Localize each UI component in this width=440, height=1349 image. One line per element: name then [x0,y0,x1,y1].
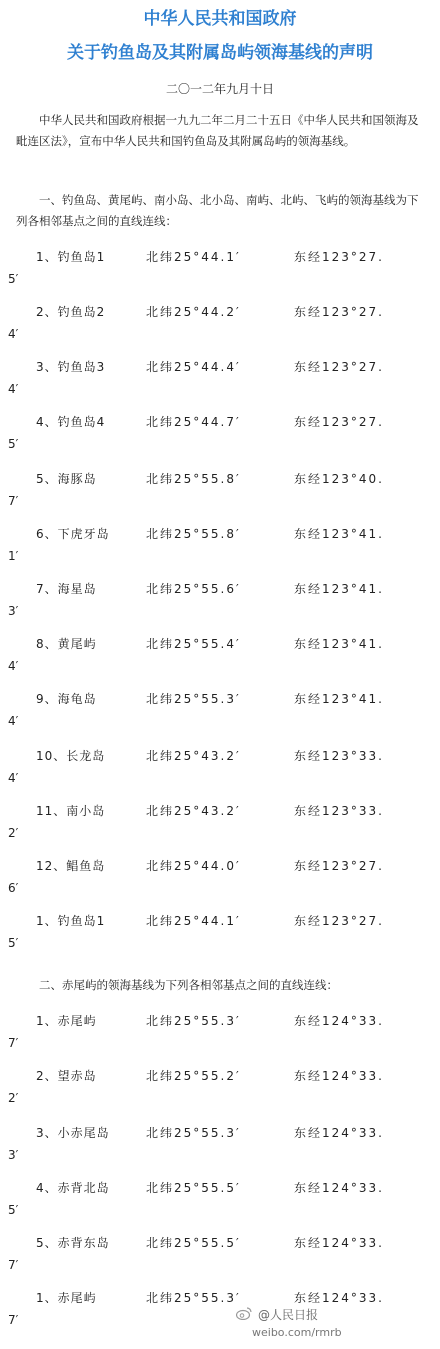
point-name: 1、钓鱼岛1 [36,914,106,928]
point-name: 1、赤尾屿 [36,1291,97,1305]
longitude: 东经124°33. [294,1126,384,1140]
basepoint-row [0,857,440,917]
latitude: 北纬25°55.3′ [146,1126,241,1140]
point-name: 5、赤背东岛 [36,1236,110,1250]
latitude: 北纬25°55.3′ [146,1291,241,1305]
longitude: 东经124°33. [294,1014,384,1028]
basepoint-row [0,635,440,695]
longitude: 东经124°33. [294,1069,384,1083]
basepoint-row [0,1289,440,1349]
longitude-continued: 5′ [8,1203,19,1217]
longitude-continued: 4′ [8,327,19,341]
latitude: 北纬25°55.8′ [146,472,241,486]
longitude: 东经123°27. [294,250,384,264]
latitude: 北纬25°55.6′ [146,582,241,596]
basepoint-row [0,912,440,972]
longitude: 东经124°33. [294,1291,384,1305]
basepoint-row [0,470,440,530]
latitude: 北纬25°55.5′ [146,1181,241,1195]
longitude: 东经123°41. [294,637,384,651]
point-name: 11、南小岛 [36,804,106,818]
longitude-continued: 4′ [8,714,19,728]
longitude: 东经123°33. [294,804,384,818]
longitude-continued: 7′ [8,1313,19,1327]
point-name: 9、海龟岛 [36,692,97,706]
title-line2: 关于钓鱼岛及其附属岛屿领海基线的声明 [67,43,373,63]
longitude: 东经123°27. [294,859,384,873]
latitude: 北纬25°55.2′ [146,1069,241,1083]
basepoint-row [0,580,440,640]
title-line1: 中华人民共和国政府 [143,9,297,29]
longitude-continued: 3′ [8,1148,19,1162]
latitude: 北纬25°55.5′ [146,1236,241,1250]
longitude-continued: 2′ [8,1091,19,1105]
point-name: 5、海豚岛 [36,472,97,486]
longitude: 东经123°27. [294,360,384,374]
longitude: 东经123°41. [294,582,384,596]
section1-heading: 一、钓鱼岛、黄尾屿、南小岛、北小岛、南屿、北屿、飞屿的领海基线为下列各相邻基点之间的直线连线： [16,193,419,228]
point-name: 3、钓鱼岛3 [36,360,106,374]
basepoint-row [0,358,440,418]
point-name: 6、下虎牙岛 [36,527,110,541]
latitude: 北纬25°44.2′ [146,305,241,319]
basepoint-row [0,303,440,363]
latitude: 北纬25°43.2′ [146,804,241,818]
longitude-continued: 1′ [8,549,19,563]
point-name: 3、小赤尾岛 [36,1126,110,1140]
longitude: 东经123°27. [294,415,384,429]
latitude: 北纬25°44.0′ [146,859,241,873]
latitude: 北纬25°55.3′ [146,1014,241,1028]
point-name: 1、钓鱼岛1 [36,250,106,264]
basepoint-row [0,802,440,862]
longitude-continued: 5′ [8,437,19,451]
longitude: 东经124°33. [294,1181,384,1195]
latitude: 北纬25°55.4′ [146,637,241,651]
point-name: 1、赤尾屿 [36,1014,97,1028]
point-name: 2、望赤岛 [36,1069,97,1083]
basepoint-row [0,690,440,750]
longitude-continued: 4′ [8,382,19,396]
point-name: 4、钓鱼岛4 [36,415,106,429]
basepoint-row [0,747,440,807]
longitude-continued: 5′ [8,272,19,286]
weibo-icon [236,1306,252,1320]
latitude: 北纬25°44.1′ [146,914,241,928]
watermark-handle: @人民日报 [258,1308,319,1322]
basepoint-row [0,1067,440,1127]
point-name: 8、黄尾屿 [36,637,97,651]
longitude: 东经123°27. [294,305,384,319]
longitude: 东经123°33. [294,749,384,763]
point-name: 2、钓鱼岛2 [36,305,106,319]
watermark-url: weibo.com/rmrb [252,1326,342,1339]
basepoint-row [0,1179,440,1239]
statement-date: 二〇一二年九月十日 [165,82,274,96]
longitude: 东经123°27. [294,914,384,928]
basepoint-row [0,413,440,473]
latitude: 北纬25°44.1′ [146,250,241,264]
longitude-continued: 5′ [8,936,19,950]
basepoint-row [0,248,440,308]
latitude: 北纬25°55.3′ [146,692,241,706]
longitude: 东经123°41. [294,527,384,541]
longitude: 东经123°40. [294,472,384,486]
point-name: 4、赤背北岛 [36,1181,110,1195]
basepoint-row [0,525,440,585]
basepoint-row [0,1012,440,1072]
point-name: 10、长龙岛 [36,749,106,763]
latitude: 北纬25°44.4′ [146,360,241,374]
longitude-continued: 3′ [8,604,19,618]
longitude-continued: 4′ [8,771,19,785]
longitude: 东经124°33. [294,1236,384,1250]
longitude-continued: 7′ [8,1036,19,1050]
longitude-continued: 6′ [8,881,19,895]
latitude: 北纬25°44.7′ [146,415,241,429]
basepoint-row [0,1234,440,1294]
latitude: 北纬25°55.8′ [146,527,241,541]
section2-heading: 二、赤尾屿的领海基线为下列各相邻基点之间的直线连线： [39,978,338,992]
longitude: 东经123°41. [294,692,384,706]
longitude-continued: 4′ [8,659,19,673]
intro-paragraph: 中华人民共和国政府根据一九九二年二月二十五日《中华人民共和国领海及毗连区法》，宣布中华人民共和国钓鱼岛及其附属岛屿的领海基线。 [16,113,419,148]
basepoint-row [0,1124,440,1184]
longitude-continued: 7′ [8,1258,19,1272]
longitude-continued: 7′ [8,494,19,508]
latitude: 北纬25°43.2′ [146,749,241,763]
point-name: 12、鲳鱼岛 [36,859,106,873]
point-name: 7、海星岛 [36,582,97,596]
longitude-continued: 2′ [8,826,19,840]
